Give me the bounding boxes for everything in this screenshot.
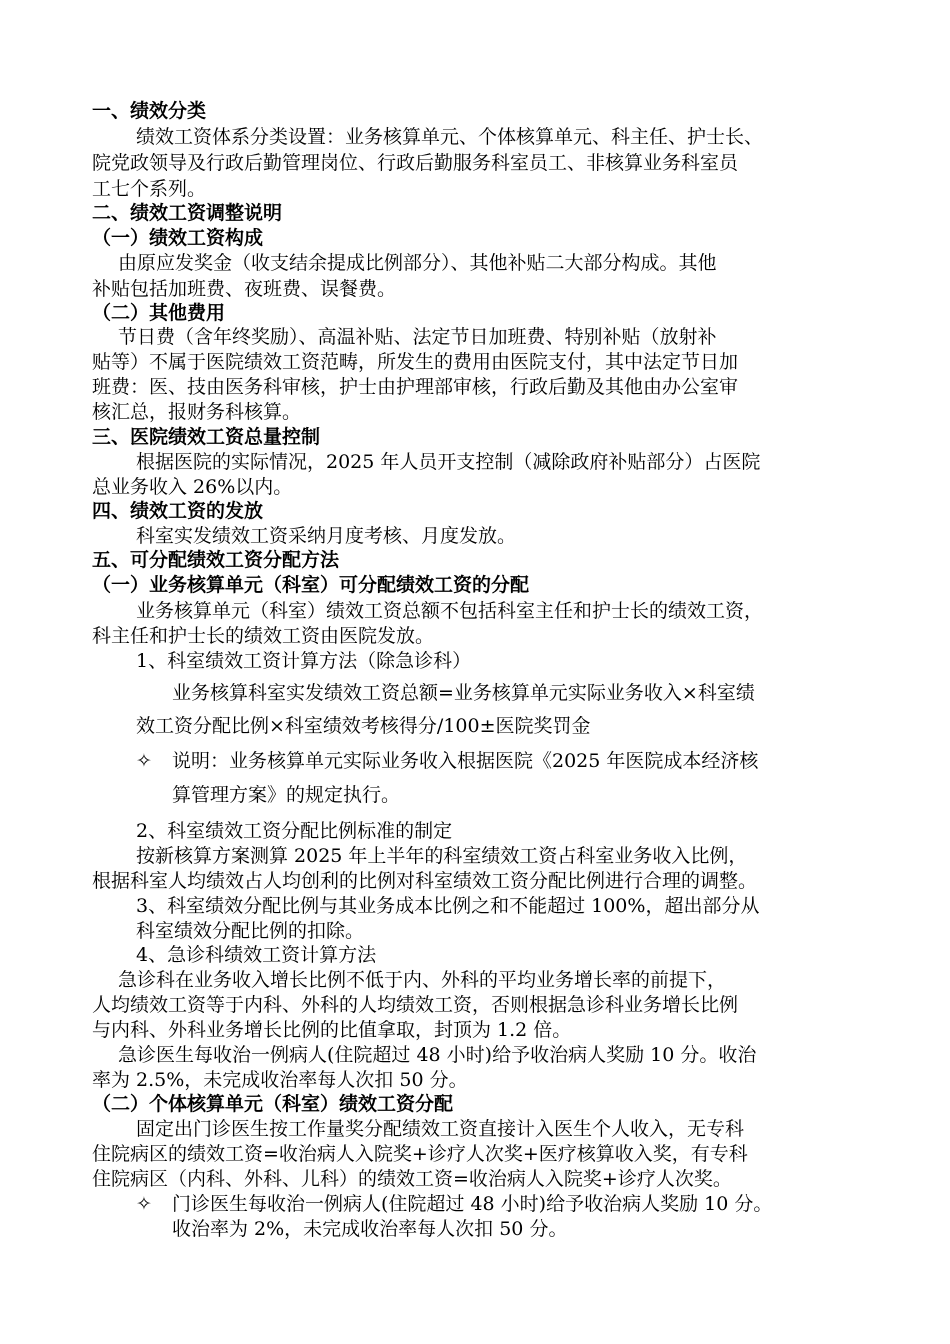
section-heading-2: 二、绩效工资调整说明 [92, 202, 283, 224]
formula-line: 业务核算科室实发绩效工资总额=业务核算单元实际业务收入×科室绩 [172, 682, 755, 704]
diamond-bullet-icon: ✧ [136, 1193, 152, 1215]
note-text: 算管理方案》的规定执行。 [172, 784, 401, 806]
note-text: 说明：业务核算单元实际业务收入根据医院《2025 年医院成本经济核 [172, 750, 759, 772]
list-item: 科室绩效分配比例的扣除。 [136, 920, 365, 942]
paragraph-line: 急诊医生每收治一例病人(住院超过 48 小时)给予收治病人奖励 10 分。收治 [118, 1044, 757, 1066]
paragraph-line: 业务核算单元（科室）绩效工资总额不包括科室主任和护士长的绩效工资， [136, 600, 764, 622]
formula-line: 效工资分配比例×科室绩效考核得分/100±医院奖罚金 [136, 715, 591, 737]
paragraph-line: 人均绩效工资等于内科、外科的人均绩效工资，否则根据急诊科业务增长比例 [92, 994, 739, 1016]
subsection-heading: （一）业务核算单元（科室）可分配绩效工资的分配 [92, 574, 530, 596]
paragraph-line: 住院病区的绩效工资=收治病人入院奖+诊疗人次奖+医疗核算收入奖，有专科 [92, 1143, 748, 1165]
note-text: 门诊医生每收治一例病人(住院超过 48 小时)给予收治病人奖励 10 分。 [172, 1193, 773, 1215]
paragraph-line: 根据医院的实际情况，2025 年人员开支控制（减除政府补贴部分）占医院 [136, 451, 761, 473]
paragraph-line: 根据科室人均绩效占人均创利的比例对科室绩效工资分配比例进行合理的调整。 [92, 870, 758, 892]
paragraph-line: 班费：医、技由医务科审核，护士由护理部审核，行政后勤及其他由办公室审 [92, 376, 739, 398]
paragraph-line: 科室实发绩效工资采纳月度考核、月度发放。 [136, 525, 517, 547]
subsection-heading: （二）其他费用 [92, 302, 226, 324]
bullet-note [136, 748, 758, 774]
note-text: 收治率为 2%，未完成收治率每人次扣 50 分。 [172, 1218, 568, 1240]
list-item: 3、科室绩效分配比例与其业务成本比例之和不能超过 100%，超出部分从 [136, 895, 760, 917]
paragraph-line: 与内科、外科业务增长比例的比值拿取，封顶为 1.2 倍。 [92, 1019, 572, 1041]
paragraph-line: 急诊科在业务收入增长比例不低于内、外科的平均业务增长率的前提下， [118, 969, 727, 991]
subsection-heading: （二）个体核算单元（科室）绩效工资分配 [92, 1093, 454, 1115]
paragraph-line: 院党政领导及行政后勤管理岗位、行政后勤服务科室员工、非核算业务科室员 [92, 152, 739, 174]
section-heading-3: 三、医院绩效工资总量控制 [92, 426, 321, 448]
paragraph-line: 科主任和护士长的绩效工资由医院发放。 [92, 625, 435, 647]
paragraph-line: 固定出门诊医生按工作量奖分配绩效工资直接计入医生个人收入，无专科 [136, 1118, 745, 1140]
paragraph-line: 绩效工资体系分类设置：业务核算单元、个体核算单元、科主任、护士长、 [136, 126, 764, 148]
section-heading-5: 五、可分配绩效工资分配方法 [92, 549, 340, 571]
section-heading-4: 四、绩效工资的发放 [92, 500, 264, 522]
paragraph-line: 率为 2.5%，未完成收治率每人次扣 50 分。 [92, 1069, 468, 1091]
paragraph-line: 补贴包括加班费、夜班费、误餐费。 [92, 278, 397, 300]
subsection-heading: （一）绩效工资构成 [92, 227, 264, 249]
list-item: 2、科室绩效工资分配比例标准的制定 [136, 820, 453, 842]
diamond-bullet-icon: ✧ [136, 750, 152, 772]
paragraph-line: 工七个系列。 [92, 178, 207, 200]
paragraph-line: 贴等）不属于医院绩效工资范畴，所发生的费用由医院支付，其中法定节日加 [92, 351, 739, 373]
paragraph-line: 住院病区（内科、外科、儿科）的绩效工资=收治病人入院奖+诊疗人次奖。 [92, 1168, 732, 1190]
bullet-note [136, 1191, 772, 1217]
paragraph-line: 由原应发奖金（收支结余提成比例部分）、其他补贴二大部分构成。其他 [118, 252, 717, 274]
paragraph-line: 核汇总，报财务科核算。 [92, 401, 302, 423]
list-item: 1、科室绩效工资计算方法（除急诊科） [136, 650, 472, 672]
paragraph-line: 总业务收入 26%以内。 [92, 476, 293, 498]
paragraph-line: 节日费（含年终奖励）、高温补贴、法定节日加班费、特别补贴（放射补 [118, 326, 717, 348]
section-heading-1: 一、绩效分类 [92, 100, 207, 122]
list-item: 4、急诊科绩效工资计算方法 [136, 944, 377, 966]
paragraph-line: 按新核算方案测算 2025 年上半年的科室绩效工资占科室业务收入比例， [136, 845, 748, 867]
